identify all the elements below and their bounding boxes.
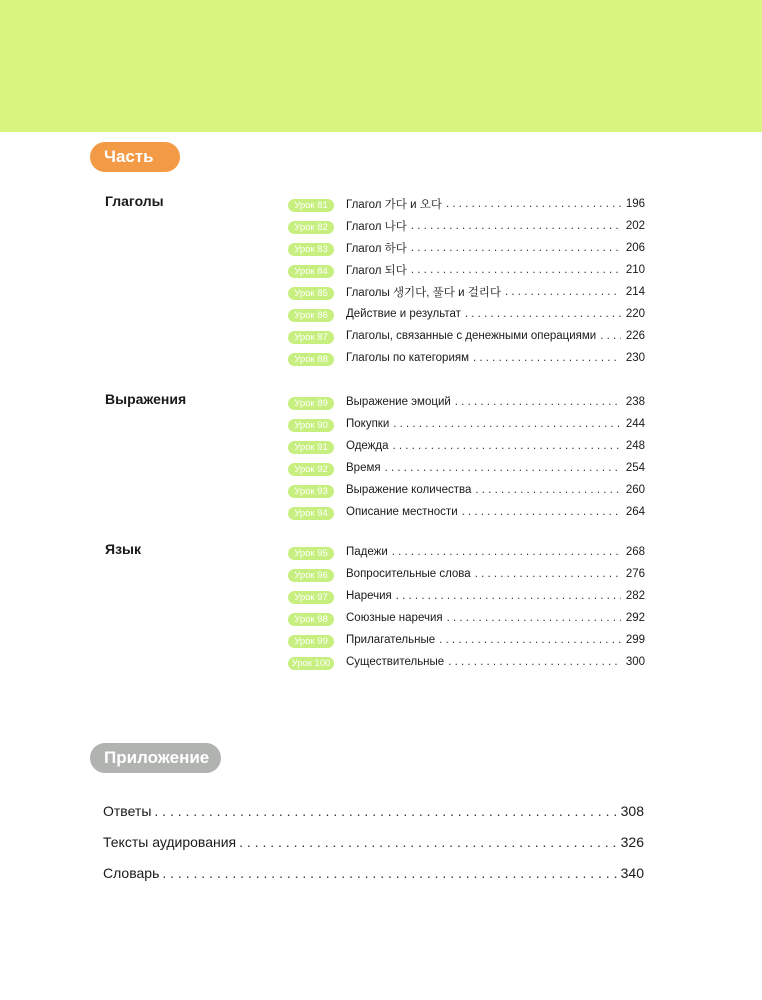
toc-entry[interactable] — [288, 501, 645, 523]
toc-entry[interactable] — [288, 259, 645, 281]
toc-entry[interactable] — [288, 651, 645, 673]
lesson-title: Глаголы по категориям — [346, 352, 470, 364]
lesson-title: Одежда — [346, 440, 389, 452]
dot-leader — [154, 803, 617, 819]
lesson-title: Глагол 되다 — [346, 265, 407, 277]
toc-entry[interactable] — [288, 281, 645, 303]
toc-entry[interactable] — [288, 237, 645, 259]
appendix-entry[interactable] — [103, 826, 644, 857]
dot-leader — [465, 308, 621, 320]
dot-leader — [448, 656, 621, 668]
lesson-badge: Урок 96 — [288, 569, 334, 582]
dot-leader — [239, 834, 618, 850]
lesson-title: Союзные наречия — [346, 612, 443, 624]
lesson-badge: Урок 83 — [288, 243, 334, 256]
appendix-title: Тексты аудирования — [103, 833, 237, 850]
page-number: 264 — [625, 506, 645, 518]
lesson-title: Глаголы, связанные с денежными операциями — [346, 330, 597, 342]
toc-entry[interactable] — [288, 457, 645, 479]
dot-leader — [162, 865, 617, 881]
dot-leader — [446, 198, 621, 210]
dot-leader — [392, 440, 621, 452]
section-title: Выражения — [105, 391, 187, 407]
lesson-badge: Урок 93 — [288, 485, 334, 498]
page-number: 226 — [625, 330, 645, 342]
lesson-badge: Урок 81 — [288, 199, 334, 212]
lesson-title: Вопросительные слова — [346, 568, 471, 580]
dot-leader — [439, 634, 621, 646]
toc-entry[interactable] — [288, 391, 645, 413]
lesson-badge: Урок 99 — [288, 635, 334, 648]
dot-leader — [455, 396, 621, 408]
page-number: 292 — [625, 612, 645, 624]
dot-leader — [600, 330, 621, 342]
toc-entry[interactable] — [288, 413, 645, 435]
lesson-badge: Урок 91 — [288, 441, 334, 454]
part-label: Часть 3 — [90, 142, 180, 172]
lesson-badge: Урок 87 — [288, 331, 334, 344]
page-number: 244 — [625, 418, 645, 430]
page-number: 300 — [625, 656, 645, 668]
toc-entry[interactable] — [288, 325, 645, 347]
lesson-badge: Урок 94 — [288, 507, 334, 520]
lesson-badge: Урок 97 — [288, 591, 334, 604]
lesson-title: Выражение количества — [346, 484, 472, 496]
lesson-badge: Урок 88 — [288, 353, 334, 366]
page-number: 340 — [620, 864, 644, 881]
toc-entry[interactable] — [288, 479, 645, 501]
lesson-title: Глагол 가다 и 오다 — [346, 199, 442, 211]
section-title: Язык — [105, 541, 141, 557]
page-number: 299 — [625, 634, 645, 646]
dot-leader — [447, 612, 621, 624]
lesson-title: Действие и результат — [346, 308, 461, 320]
toc-entry[interactable] — [288, 607, 645, 629]
lesson-title: Существительные — [346, 656, 445, 668]
page-number: 202 — [625, 220, 645, 232]
dot-leader — [473, 352, 621, 364]
toc-entry[interactable] — [288, 629, 645, 651]
dot-leader — [475, 568, 621, 580]
lesson-list — [288, 391, 645, 523]
dot-leader — [462, 506, 621, 518]
toc-entry[interactable] — [288, 585, 645, 607]
appendix-entry[interactable] — [103, 857, 644, 888]
lesson-badge: Урок 92 — [288, 463, 334, 476]
toc-entry[interactable] — [288, 347, 645, 369]
page-number: 308 — [620, 802, 644, 819]
page-number: 210 — [625, 264, 645, 276]
lesson-title: Описание местности — [346, 506, 458, 518]
appendix-label: Приложение — [90, 743, 221, 773]
lesson-badge: Урок 85 — [288, 287, 334, 300]
dot-leader — [475, 484, 621, 496]
lesson-title: Глаголы 생기다, 풀다 и 걸리다 — [346, 287, 502, 299]
appendix-list — [103, 795, 644, 888]
appendix-title: Ответы — [103, 802, 152, 819]
header-band — [0, 0, 762, 132]
dot-leader — [385, 462, 621, 474]
appendix-title: Словарь — [103, 864, 160, 881]
toc-entry[interactable] — [288, 303, 645, 325]
page-number: 326 — [620, 833, 644, 850]
page-number: 260 — [625, 484, 645, 496]
dot-leader — [505, 286, 621, 298]
page-number: 276 — [625, 568, 645, 580]
appendix-entry[interactable] — [103, 795, 644, 826]
toc-entry[interactable] — [288, 215, 645, 237]
lesson-badge: Урок 82 — [288, 221, 334, 234]
toc-entry[interactable] — [288, 563, 645, 585]
page-number: 230 — [625, 352, 645, 364]
lesson-badge: Урок 90 — [288, 419, 334, 432]
dot-leader — [411, 220, 621, 232]
lesson-title: Выражение эмоций — [346, 396, 451, 408]
lesson-title: Прилагательные — [346, 634, 436, 646]
lesson-list — [288, 193, 645, 369]
page-number: 248 — [625, 440, 645, 452]
page-number: 220 — [625, 308, 645, 320]
dot-leader — [411, 242, 621, 254]
lesson-badge: Урок 95 — [288, 547, 334, 560]
page-number: 254 — [625, 462, 645, 474]
lesson-title: Глагол 나다 — [346, 221, 407, 233]
lesson-list — [288, 541, 645, 673]
section-title: Глаголы — [105, 193, 164, 209]
page-number: 282 — [625, 590, 645, 602]
toc-entry[interactable] — [288, 541, 645, 563]
lesson-badge: Урок 98 — [288, 613, 334, 626]
lesson-badge: Урок 86 — [288, 309, 334, 322]
dot-leader — [411, 264, 621, 276]
page-number: 196 — [625, 198, 645, 210]
lesson-title: Падежи — [346, 546, 388, 558]
lesson-badge: Урок 89 — [288, 397, 334, 410]
lesson-badge: Урок 100 — [288, 657, 334, 670]
dot-leader — [396, 590, 621, 602]
lesson-title: Наречия — [346, 590, 392, 602]
toc-entry[interactable] — [288, 193, 645, 215]
dot-leader — [392, 546, 621, 558]
lesson-title: Глагол 하다 — [346, 243, 407, 255]
page-number: 268 — [625, 546, 645, 558]
page-number: 206 — [625, 242, 645, 254]
dot-leader — [393, 418, 621, 430]
toc-entry[interactable] — [288, 435, 645, 457]
lesson-badge: Урок 84 — [288, 265, 334, 278]
lesson-title: Покупки — [346, 418, 390, 430]
page-number: 214 — [625, 286, 645, 298]
page-number: 238 — [625, 396, 645, 408]
lesson-title: Время — [346, 462, 381, 474]
